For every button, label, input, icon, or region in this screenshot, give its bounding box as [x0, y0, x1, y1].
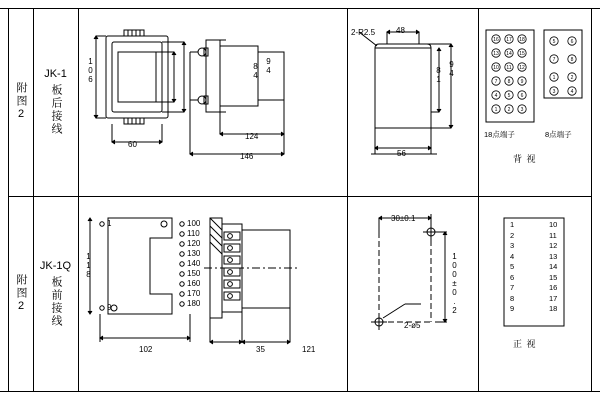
dim-94-cutout: 94: [447, 60, 456, 78]
svg-text:10: 10: [493, 65, 499, 71]
svg-text:7: 7: [494, 79, 498, 85]
pin-label-9: 9: [107, 303, 112, 312]
dim-94: 94: [264, 57, 273, 75]
svg-text:1: 1: [494, 107, 498, 113]
dim-30-tol: 30±0.1: [391, 214, 416, 223]
pin-label-13: 130: [187, 249, 201, 258]
svg-text:11: 11: [506, 65, 512, 71]
svg-text:8: 8: [570, 57, 574, 63]
svg-text:9: 9: [520, 79, 524, 85]
svg-text:12: 12: [519, 65, 525, 71]
terminal-right-15: 15: [549, 272, 558, 282]
pin-label-12: 120: [187, 239, 201, 248]
figure-label-top: [8, 8, 33, 196]
row-model-top: [33, 8, 78, 196]
pin-label-17: 170: [187, 289, 201, 298]
svg-text:1: 1: [552, 75, 556, 81]
svg-text:3: 3: [520, 107, 524, 113]
svg-text:14: 14: [506, 51, 512, 57]
terminal-left-5: 5: [510, 262, 515, 271]
terminal-left-8: 8: [510, 293, 515, 303]
caption-8-terminals: 8点端子: [545, 130, 572, 139]
pin-label-14: 140: [187, 259, 201, 268]
dim-124: 124: [245, 132, 259, 141]
mounting-jk1: 板后接线: [50, 84, 62, 136]
frame-right-border: [591, 8, 592, 392]
dim-100-tol: 100±0.2: [450, 252, 459, 315]
svg-text:2: 2: [507, 107, 511, 113]
svg-text:5: 5: [552, 39, 556, 45]
terminal-right-14: 14: [549, 262, 558, 271]
dim-84: 84: [251, 62, 260, 80]
caption-rear-view: 背 视: [513, 154, 537, 164]
svg-text:6: 6: [520, 93, 524, 99]
svg-text:15: 15: [519, 51, 525, 57]
row-model-bottom: [33, 196, 78, 391]
jk1-terminal-circles: [478, 8, 591, 196]
svg-text:8: 8: [507, 79, 511, 85]
svg-text:2: 2: [570, 75, 574, 81]
caption-18-terminals: 18点端子: [484, 130, 515, 139]
svg-text:13: 13: [493, 51, 499, 57]
dim-146: 146: [240, 152, 254, 161]
pin-label-15: 150: [187, 269, 201, 278]
terminal-right-13: 13: [549, 251, 558, 261]
figure-label-bottom: [8, 196, 33, 391]
model-name-jk1q: JK-1Q: [39, 259, 72, 272]
figure-label-bottom-text: 附图2: [15, 273, 27, 314]
terminal-right-18: 18: [549, 304, 558, 313]
dim-121: 121: [302, 345, 316, 354]
svg-text:16: 16: [493, 37, 499, 43]
model-name-jk1: JK-1: [44, 68, 67, 80]
dim-48: 48: [396, 26, 405, 35]
terminal-left-4: 4: [510, 251, 515, 261]
terminal-left-6: 6: [510, 272, 515, 282]
terminal-right-10: 10: [549, 220, 558, 229]
terminal-right-11: 11: [549, 230, 557, 240]
figure-label-top-text: 附图2: [15, 82, 27, 122]
dim-35: 35: [256, 345, 265, 354]
dim-2-R2.5: 2-R2.5: [351, 28, 376, 37]
dim-81: 81: [434, 66, 443, 84]
terminal-right-17: 17: [549, 293, 558, 303]
svg-text:5: 5: [507, 93, 511, 99]
dim-102: 102: [139, 345, 153, 354]
dim-2-d5: 2-ø5: [404, 321, 421, 330]
svg-text:7: 7: [552, 57, 556, 63]
jk1q-terminal-list-box: [478, 196, 591, 391]
dim-60: 60: [128, 140, 137, 149]
frame-bottom-border: [0, 391, 600, 392]
terminal-right-12: 12: [549, 241, 558, 250]
pin-label-10: 100: [187, 219, 201, 228]
dim-118: 118: [84, 252, 93, 279]
svg-text:17: 17: [506, 37, 512, 43]
terminal-left-9: 9: [510, 304, 515, 313]
pin-label-16: 160: [187, 279, 201, 288]
svg-text:6: 6: [570, 39, 574, 45]
svg-text:18: 18: [519, 37, 525, 43]
terminal-right-16: 16: [549, 283, 558, 292]
terminal-list-left: [510, 220, 514, 315]
dim-56: 56: [397, 149, 406, 158]
pin-label-11: 110: [187, 229, 200, 238]
pin-label-1: 1: [107, 219, 112, 228]
terminal-list-right: [549, 220, 557, 315]
svg-text:4: 4: [570, 89, 574, 95]
terminal-left-3: 3: [510, 241, 515, 250]
dim-106: 106: [86, 57, 95, 84]
svg-text:4: 4: [494, 93, 498, 99]
terminal-left-7: 7: [510, 283, 515, 292]
mounting-jk1q: 板前接线: [50, 275, 62, 328]
jk1-outline-drawings: [78, 8, 348, 196]
terminal-left-1: 1: [510, 220, 515, 229]
svg-text:3: 3: [552, 89, 556, 95]
terminal-left-2: 2: [510, 230, 515, 240]
caption-front-view: 正 视: [513, 339, 537, 349]
pin-label-18: 180: [187, 299, 201, 308]
jk1q-outline-drawings: [78, 196, 348, 391]
